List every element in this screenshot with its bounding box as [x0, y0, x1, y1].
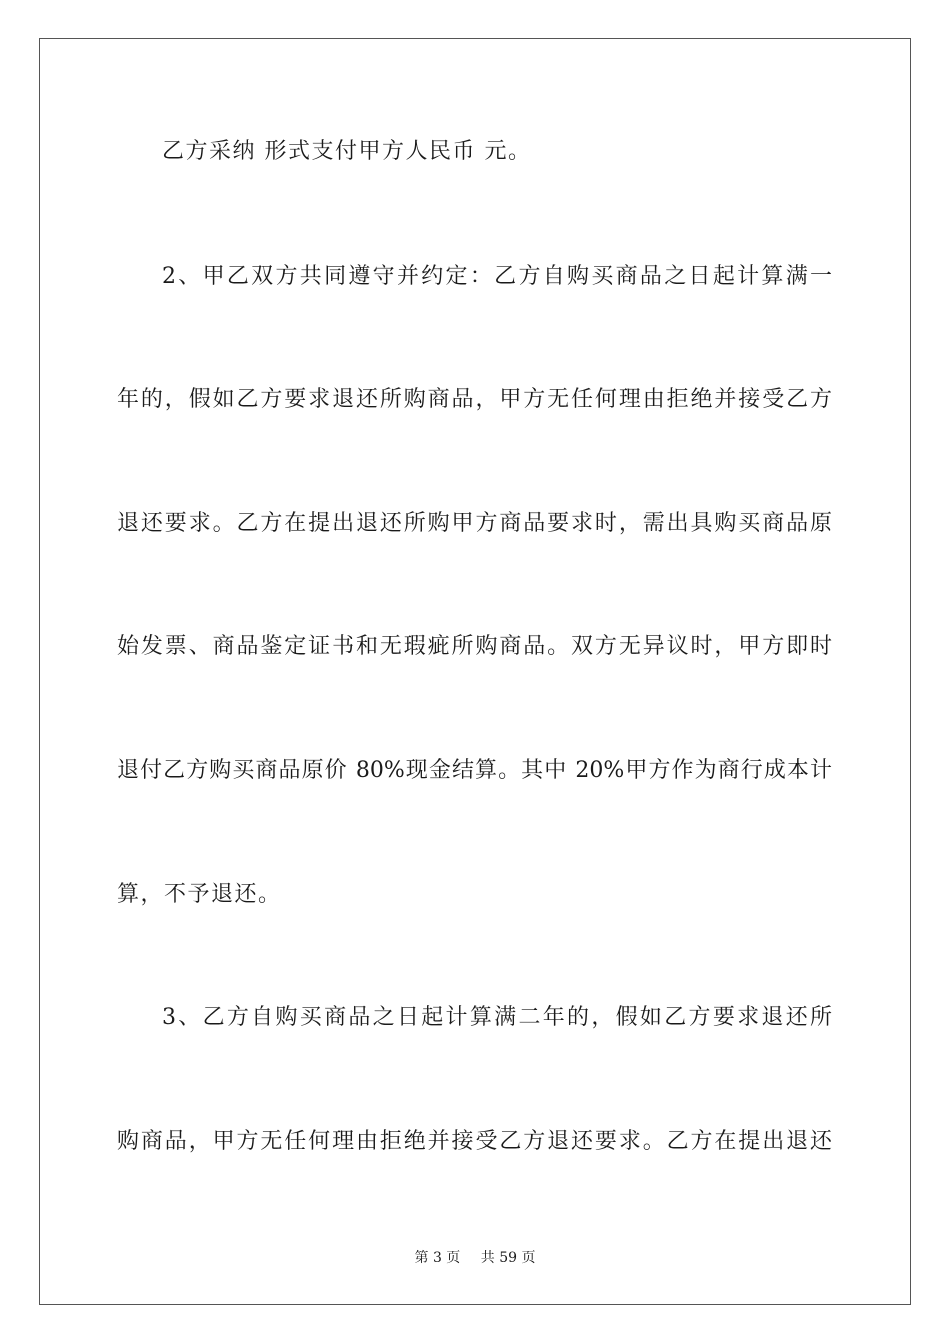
paragraph-line: 乙方采纳 形式支付甲方人民币 元。 [162, 139, 532, 164]
paragraph-line: 购商品，甲方无任何理由拒绝并接受乙方退还要求。乙方在提出退还 [117, 1129, 832, 1154]
page-frame [39, 38, 911, 1305]
paragraph-line: 始发票、商品鉴定证书和无瑕疵所购商品。双方无异议时，甲方即时 [117, 634, 832, 659]
paragraph-line: 3、乙方自购买商品之日起计算满二年的，假如乙方要求退还所 [162, 1005, 832, 1030]
paragraph-line: 算，不予退还。 [117, 882, 282, 907]
page-number: 第 3 页 [414, 1250, 461, 1266]
paragraph-line: 退付乙方购买商品原价 80%现金结算。其中 20%甲方作为商行成本计 [117, 758, 832, 783]
page-footer [0, 1249, 950, 1267]
page-total: 共 59 页 [480, 1250, 536, 1266]
paragraph-line: 退还要求。乙方在提出退还所购甲方商品要求时，需出具购买商品原 [117, 511, 832, 536]
paragraph-line: 2、甲乙双方共同遵守并约定：乙方自购买商品之日起计算满一 [162, 264, 832, 289]
paragraph-line: 年的，假如乙方要求退还所购商品，甲方无任何理由拒绝并接受乙方 [117, 387, 832, 412]
